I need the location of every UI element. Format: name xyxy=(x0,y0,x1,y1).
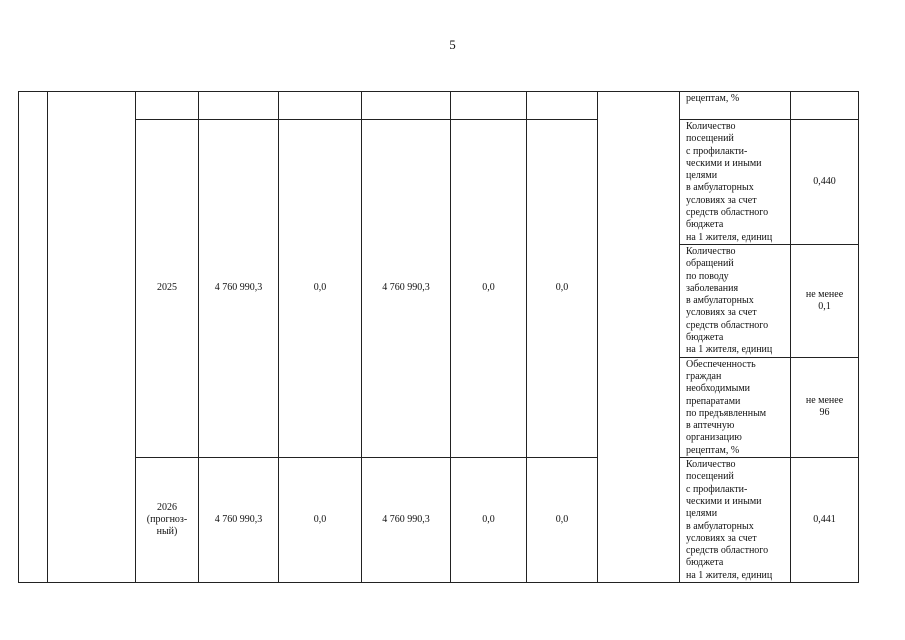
indicator-cell xyxy=(680,120,791,245)
indicator-line: ческими и иными xyxy=(686,495,762,507)
indicator-line: в амбулаторных xyxy=(686,295,754,307)
indicator-line: средств областного xyxy=(686,207,769,219)
amount-cell: 4 760 990,3 xyxy=(362,458,451,583)
indicator-line: заболевания xyxy=(686,282,739,294)
indicator-value-line: 96 xyxy=(819,407,830,419)
indicator-value-line: 0,440 xyxy=(813,175,836,187)
indicator-value-cell xyxy=(791,92,859,120)
indicator-line: Количество xyxy=(686,245,736,257)
indicator-cell xyxy=(680,357,791,457)
amount-cell: 0,0 xyxy=(279,458,362,583)
indicator-line: на 1 жителя, единиц xyxy=(686,569,773,581)
amount-cell xyxy=(279,92,362,120)
indicator-value-cell xyxy=(791,244,859,357)
indicator-line: условиях за счет xyxy=(686,194,757,206)
indicator-line: организацию xyxy=(686,432,742,444)
program-table xyxy=(18,91,859,583)
name-cell xyxy=(48,92,136,583)
indicator-line: в амбулаторных xyxy=(686,182,754,194)
amount-cell: 0,0 xyxy=(279,120,362,458)
amount-cell: 0,0 xyxy=(451,458,527,583)
table-row xyxy=(19,458,859,583)
indicator-cell xyxy=(680,458,791,583)
indicator-line: ческими и иными xyxy=(686,157,762,169)
year-line: (прогноз- xyxy=(146,513,188,525)
indicator-line: Обеспеченность xyxy=(686,358,756,370)
number-cell xyxy=(19,92,48,583)
indicator-line: Количество xyxy=(686,459,736,471)
indicator-line: целями xyxy=(686,508,718,520)
indicator-line: бюджета xyxy=(686,219,724,231)
indicator-value-cell xyxy=(791,357,859,457)
year-line: 2026 xyxy=(157,501,177,513)
total-amount-cell: 4 760 990,3 xyxy=(199,458,279,583)
indicator-cell: рецептам, % xyxy=(680,92,791,120)
indicator-value-line: 0,441 xyxy=(813,513,836,525)
amount-cell xyxy=(451,92,527,120)
amount-cell: 4 760 990,3 xyxy=(362,120,451,458)
indicator-line: необходимыми xyxy=(686,383,750,395)
amount-cell: 0,0 xyxy=(451,120,527,458)
indicator-line: в аптечную xyxy=(686,420,735,432)
indicator-cell xyxy=(680,244,791,357)
indicator-line: бюджета xyxy=(686,557,724,569)
table-row xyxy=(19,92,859,120)
amount-cell: 0,0 xyxy=(527,120,598,458)
amount-cell xyxy=(199,92,279,120)
indicator-line: условиях за счет xyxy=(686,307,757,319)
indicator-line: на 1 жителя, единиц xyxy=(686,231,773,243)
indicator-line: с профилакти- xyxy=(686,483,748,495)
indicator-line: посещений xyxy=(686,133,734,145)
indicator-line: посещений xyxy=(686,471,734,483)
executor-cell xyxy=(598,92,680,583)
indicator-value-cell xyxy=(791,458,859,583)
year-cell: 2025 xyxy=(136,120,199,458)
indicator-value-cell xyxy=(791,120,859,245)
indicator-line: обращений xyxy=(686,258,734,270)
indicator-line: рецептам, % xyxy=(686,444,740,456)
indicator-line: средств областного xyxy=(686,319,769,331)
amount-cell xyxy=(527,92,598,120)
table-row xyxy=(19,120,859,245)
indicator-line: Количество xyxy=(686,121,736,132)
indicator-value-line: не менее xyxy=(805,395,844,407)
amount-cell: 0,0 xyxy=(527,458,598,583)
indicator-line: на 1 жителя, единиц xyxy=(686,344,773,356)
year-line: ный) xyxy=(156,526,178,538)
amount-cell xyxy=(362,92,451,120)
indicator-line: препаратами xyxy=(686,395,741,407)
indicator-line: средств областного xyxy=(686,545,769,557)
indicator-value-line: 0,1 xyxy=(818,300,831,312)
indicator-value-line: не менее xyxy=(805,288,844,300)
total-amount-cell: 4 760 990,3 xyxy=(199,120,279,458)
indicator-line: бюджета xyxy=(686,332,724,344)
indicator-line: в амбулаторных xyxy=(686,520,754,532)
indicator-line: граждан xyxy=(686,370,722,382)
year-cell xyxy=(136,92,199,120)
page-number: 5 xyxy=(449,37,456,52)
indicator-line: целями xyxy=(686,170,718,182)
indicator-line: по поводу xyxy=(686,270,729,282)
indicator-line: по предъявленным xyxy=(686,407,767,419)
indicator-line: условиях за счет xyxy=(686,532,757,544)
year-cell xyxy=(136,458,199,583)
indicator-line: с профилакти- xyxy=(686,145,748,157)
